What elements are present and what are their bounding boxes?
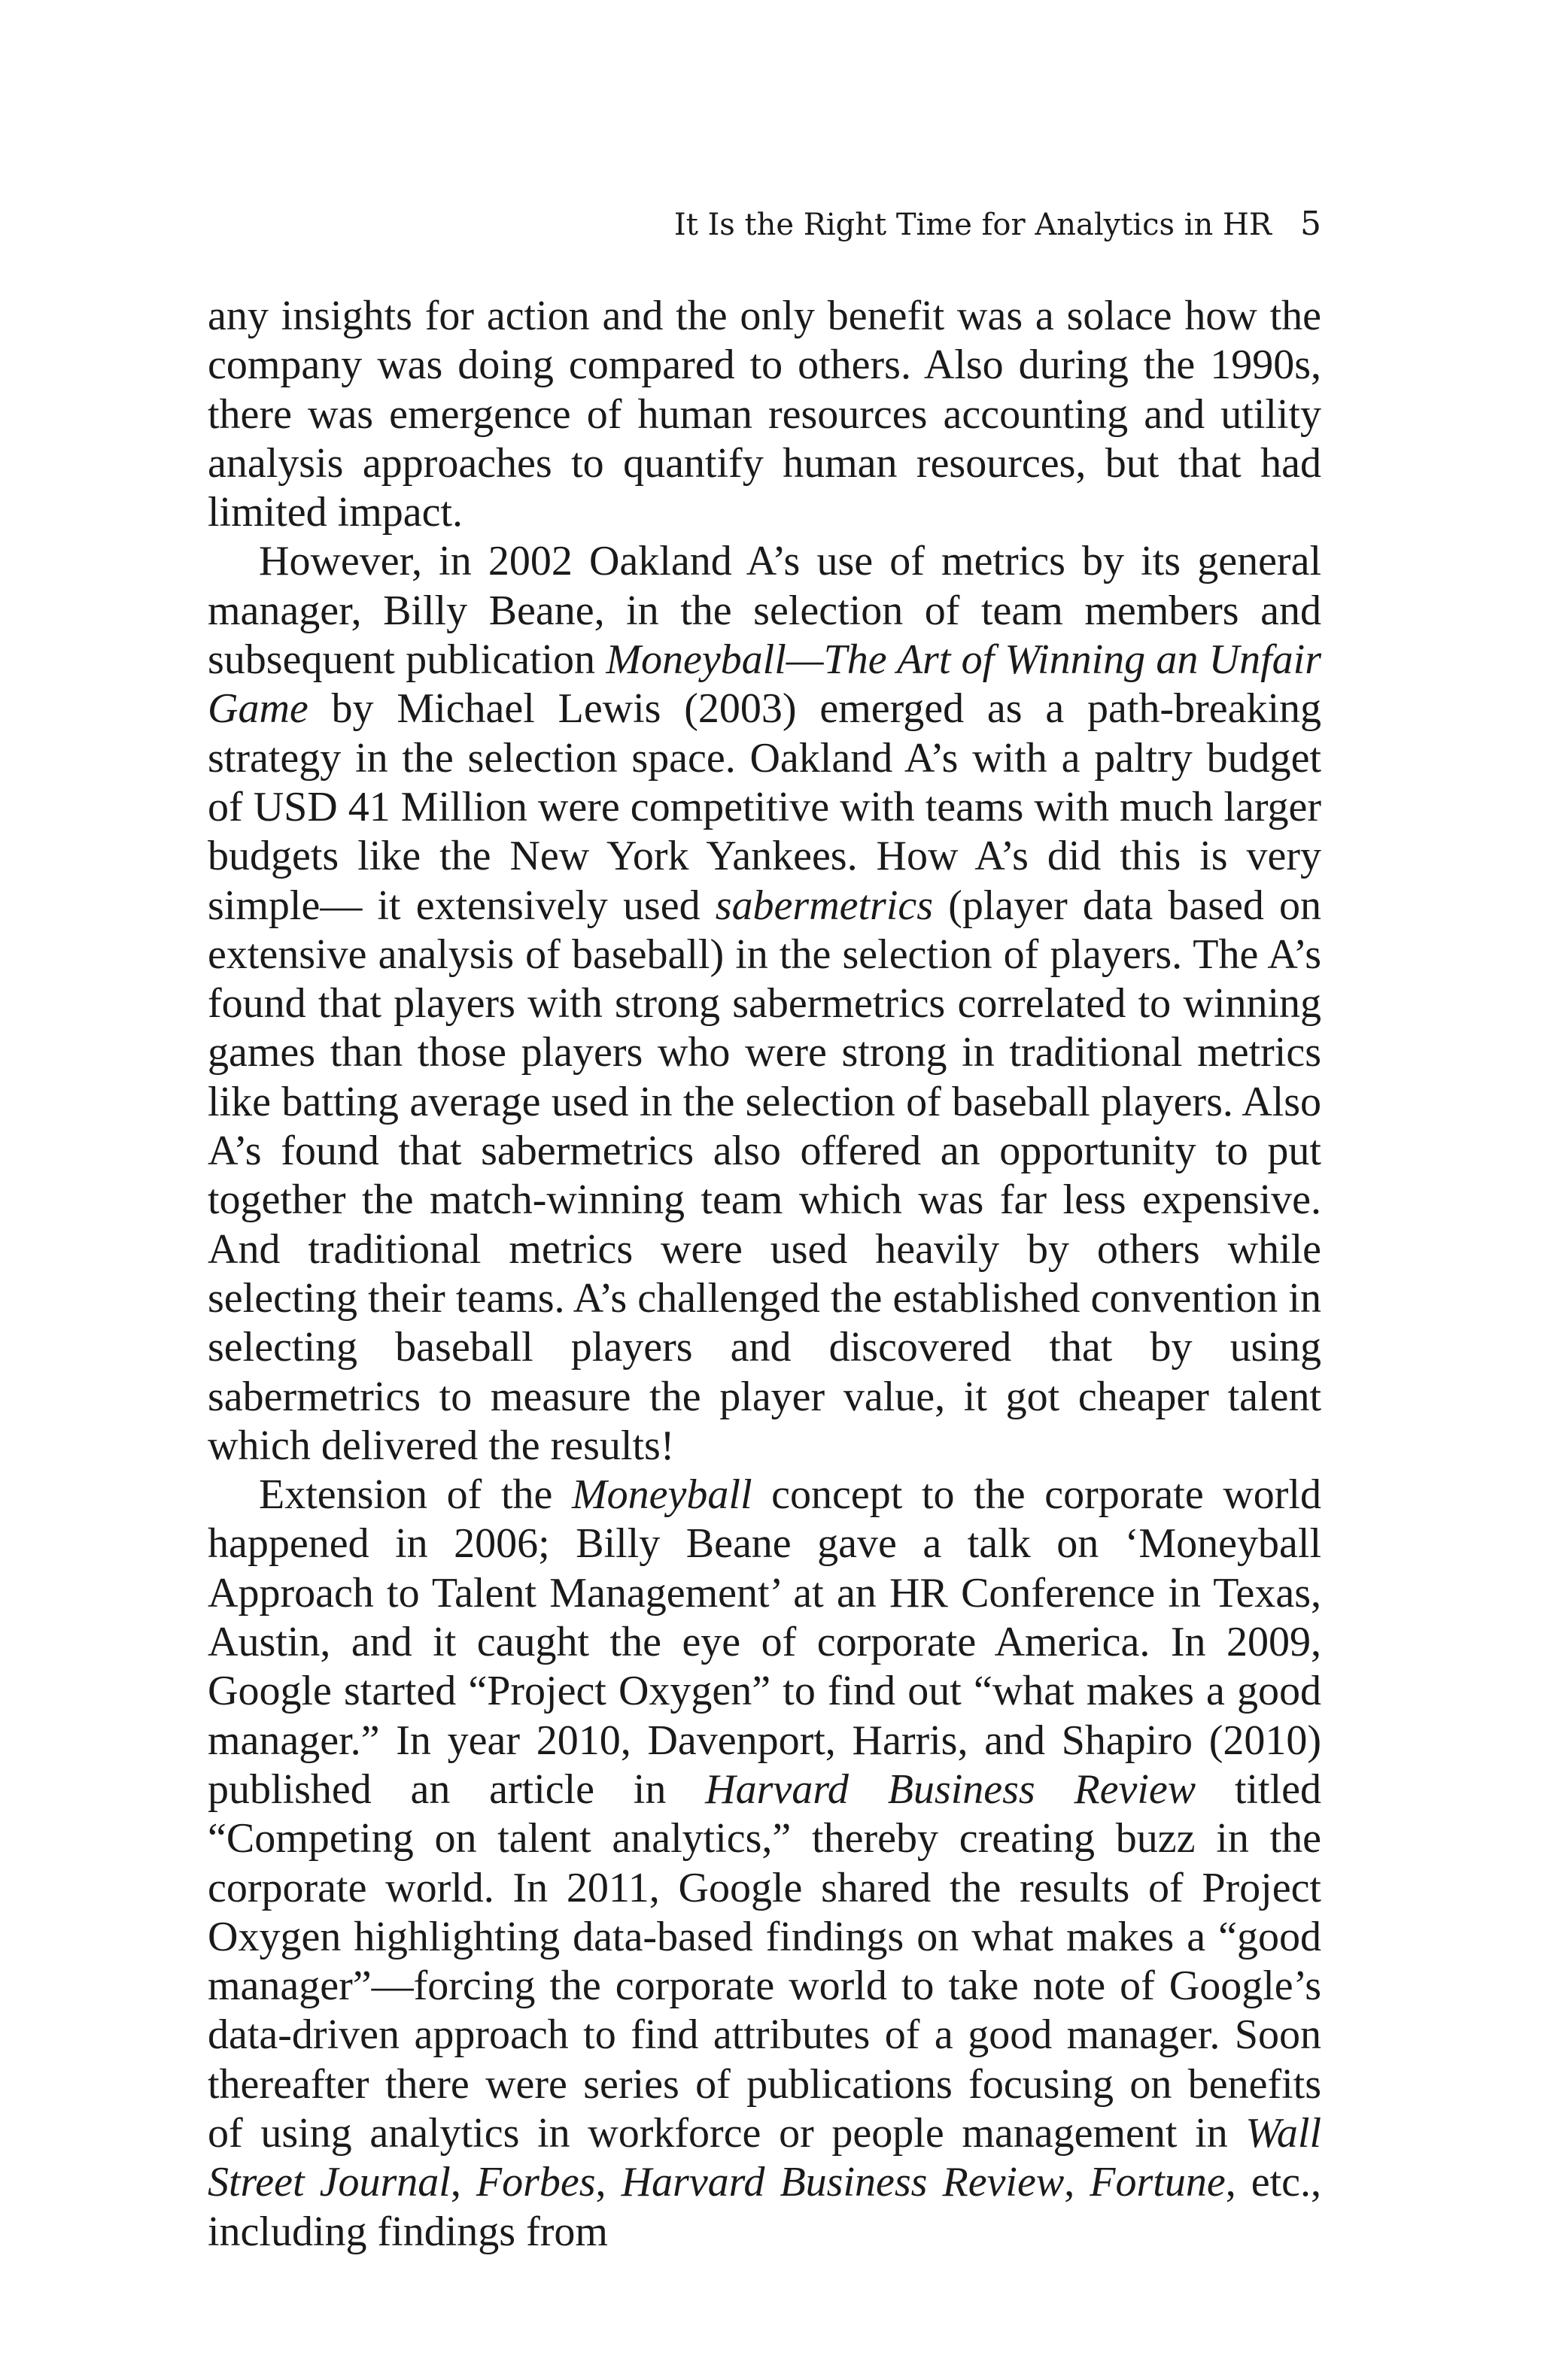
italic-book-title: Moneyball—The Art of Winning an Unfair Game	[208, 636, 1321, 733]
running-header	[208, 202, 1321, 247]
page-number: 5	[1300, 205, 1321, 243]
running-title: It Is the Right Time for Analytics in HR	[673, 208, 1272, 242]
paragraph-continued	[208, 292, 1321, 537]
italic-publication: Harvard Business Review	[621, 2159, 1065, 2206]
text-run: by Michael Lewis (2003) emerged as a path-breaking strategy in the selection space. Oakland A’s with a paltry budget of USD 41 Million were competitive with teams with much larger budgets like the New York Yankees. How A’s did this is very simple— it extensively used	[208, 685, 1321, 929]
text-run: titled “Competing on talent analytics,” thereby creating buzz in the corporate world. In 2011, Google shared the results of Project Oxygen highlighting data-based findings on what makes a “good manager”—forcing the corporate world to take note of Google’s data-driven approach to find attributes of a good manager. Soon thereafter there were series of publications focusing on benefits of using analytics in workforce or people management in	[208, 1765, 1321, 2157]
text-run: concept to the corporate world happened in 2006; Billy Beane gave a talk on ‘Moneyball Approach to Talent Management’ at an HR Conference in Texas, Austin, and it caught the eye of corporate America. In 2009, Google started “Project Oxygen” to find out “what makes a good manager.” In year 2010, Davenport, Harris, and Shapiro (2010) published an article in	[208, 1471, 1321, 1813]
paragraph-corporate-extension	[208, 1471, 1321, 2257]
text-run: (player data based on extensive analysis of baseball) in the selection of players. The A’s found that players with strong sabermetrics correlated to winning games than those players who were strong in traditional metrics like batting average used in the selection of baseball players. Also A’s found that sabermetrics also offered an opportunity to put together the match-winning team which was far less expensive. And traditional metrics were used heavily by others while selecting their teams. A’s challenged the established convention in selecting baseball players and discovered that by using sabermetrics to measure the player value, it got cheaper talent which delivered the results!	[208, 882, 1322, 1469]
body-text	[208, 292, 1321, 2257]
text-run: However, in 2002 Oakland A’s use of metrics by its general manager, Billy Beane, in the selection of team members and subsequent publication	[208, 538, 1321, 684]
paragraph-moneyball-history	[208, 537, 1321, 1471]
text-run: Extension of the	[259, 1471, 573, 1519]
text-run: ,	[595, 2159, 622, 2206]
italic-publication: Harvard Business Review	[705, 1765, 1196, 1813]
text-run: , etc., including findings from	[208, 2159, 1322, 2255]
text-run: ,	[1064, 2159, 1090, 2206]
italic-term: sabermetrics	[715, 882, 934, 929]
italic-publication: Forbes	[476, 2159, 596, 2206]
text-run: ,	[450, 2159, 476, 2206]
italic-publication: Fortune	[1090, 2159, 1226, 2206]
italic-publication: Wall Street Journal	[208, 2109, 1321, 2206]
text-run: any insights for action and the only benefit was a solace how the company was doing compared to others. Also during the 1990s, there was emergence of human resources accounting and utility analysis approaches to quantify human resources, but that had limited impact.	[208, 293, 1321, 536]
italic-title: Moneyball	[572, 1471, 752, 1519]
